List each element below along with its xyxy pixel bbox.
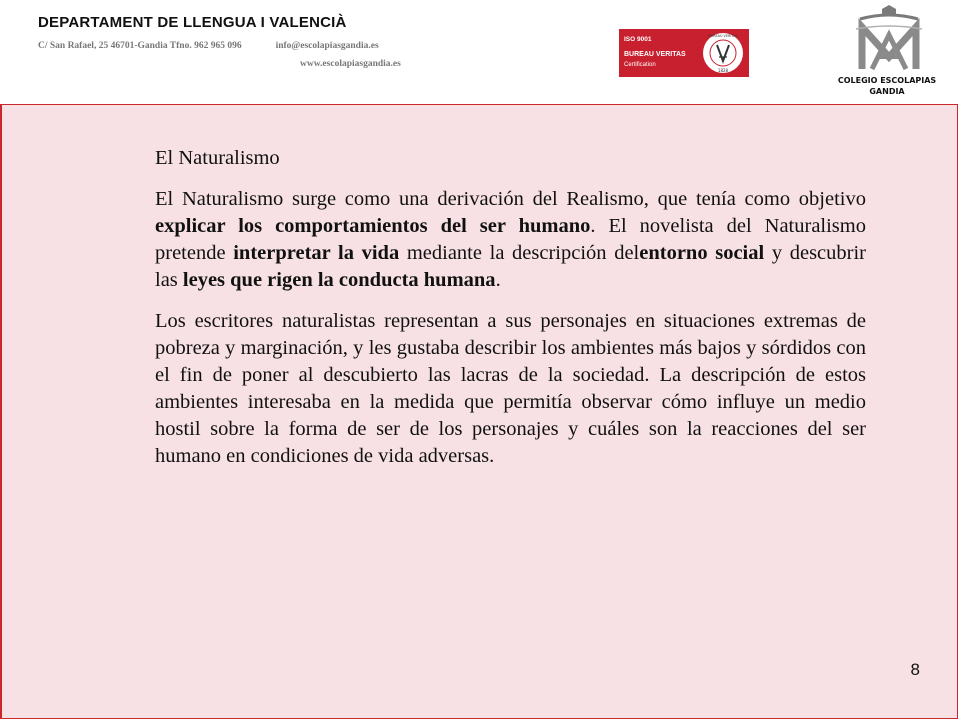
bureau-veritas-seal-icon — [701, 31, 745, 75]
paragraph-naturalist-writers: Los escritores naturalistas representan a sus personajes en situaciones extremas de pobreza y marginación, y les gustaba describir los ambientes más bajos y sórdidos con el fin de poner al descubierto las lacras de la sociedad. La descripción de estos ambientes interesaba en la medida que permitía observar cómo influye un medio hostil sobre la forma de ser de los personajes y cuáles son la reacciones del ser humano en condiciones de vida adversas. — [155, 310, 866, 467]
logo-caption-line1: COLEGIO ESCOLAPIAS — [837, 76, 937, 85]
para1-text-1: El Naturalismo surge como una derivación del Realismo, que tenía como objetivo — [155, 188, 866, 210]
para1-bold-2: interpretar la vida — [233, 242, 400, 264]
para1-bold-1: explicar los comportamientos del ser humano — [155, 215, 591, 237]
slide-title: El Naturalismo — [155, 147, 280, 169]
address-text: C/ San Rafael, 25 46701-Gandia Tfno. 962 965 096 — [38, 41, 242, 51]
escolapias-monogram-logo-icon — [852, 5, 926, 73]
email-link[interactable]: info@escolapiasgandia.es — [275, 41, 379, 51]
website-link[interactable]: www.escolapiasgandia.es — [300, 59, 401, 69]
para1-text-2: . El novelista del Naturalismo pretende — [155, 215, 866, 264]
para1-text-5: . — [495, 269, 501, 291]
seal-top-text: BUREAU VERITAS — [708, 34, 738, 38]
page-number: 8 — [910, 660, 920, 679]
para1-bold-3: entorno social — [639, 242, 765, 264]
para1-text-3: mediante la descripción del — [399, 242, 640, 264]
logo-caption-line2: GANDIA — [869, 87, 905, 96]
paragraph-naturalismo-definition — [155, 186, 866, 294]
page-header — [0, 0, 960, 104]
certification-text — [624, 35, 686, 70]
certification-label: Certification — [624, 62, 656, 68]
slide-text-area — [155, 145, 866, 484]
department-title: DEPARTAMENT DE LLENGUA I VALENCIÀ — [38, 14, 347, 31]
certification-iso: ISO 9001 — [624, 36, 652, 43]
para1-text-4: y descubrir las — [155, 242, 866, 291]
certification-bureau: BUREAU VERITAS — [624, 51, 686, 58]
school-logo-caption — [820, 75, 954, 97]
school-address — [38, 41, 379, 51]
seal-year: 1828 — [717, 68, 729, 73]
iso-certification-badge — [619, 29, 749, 77]
para1-bold-4: leyes que rigen la conducta humana — [182, 269, 496, 291]
